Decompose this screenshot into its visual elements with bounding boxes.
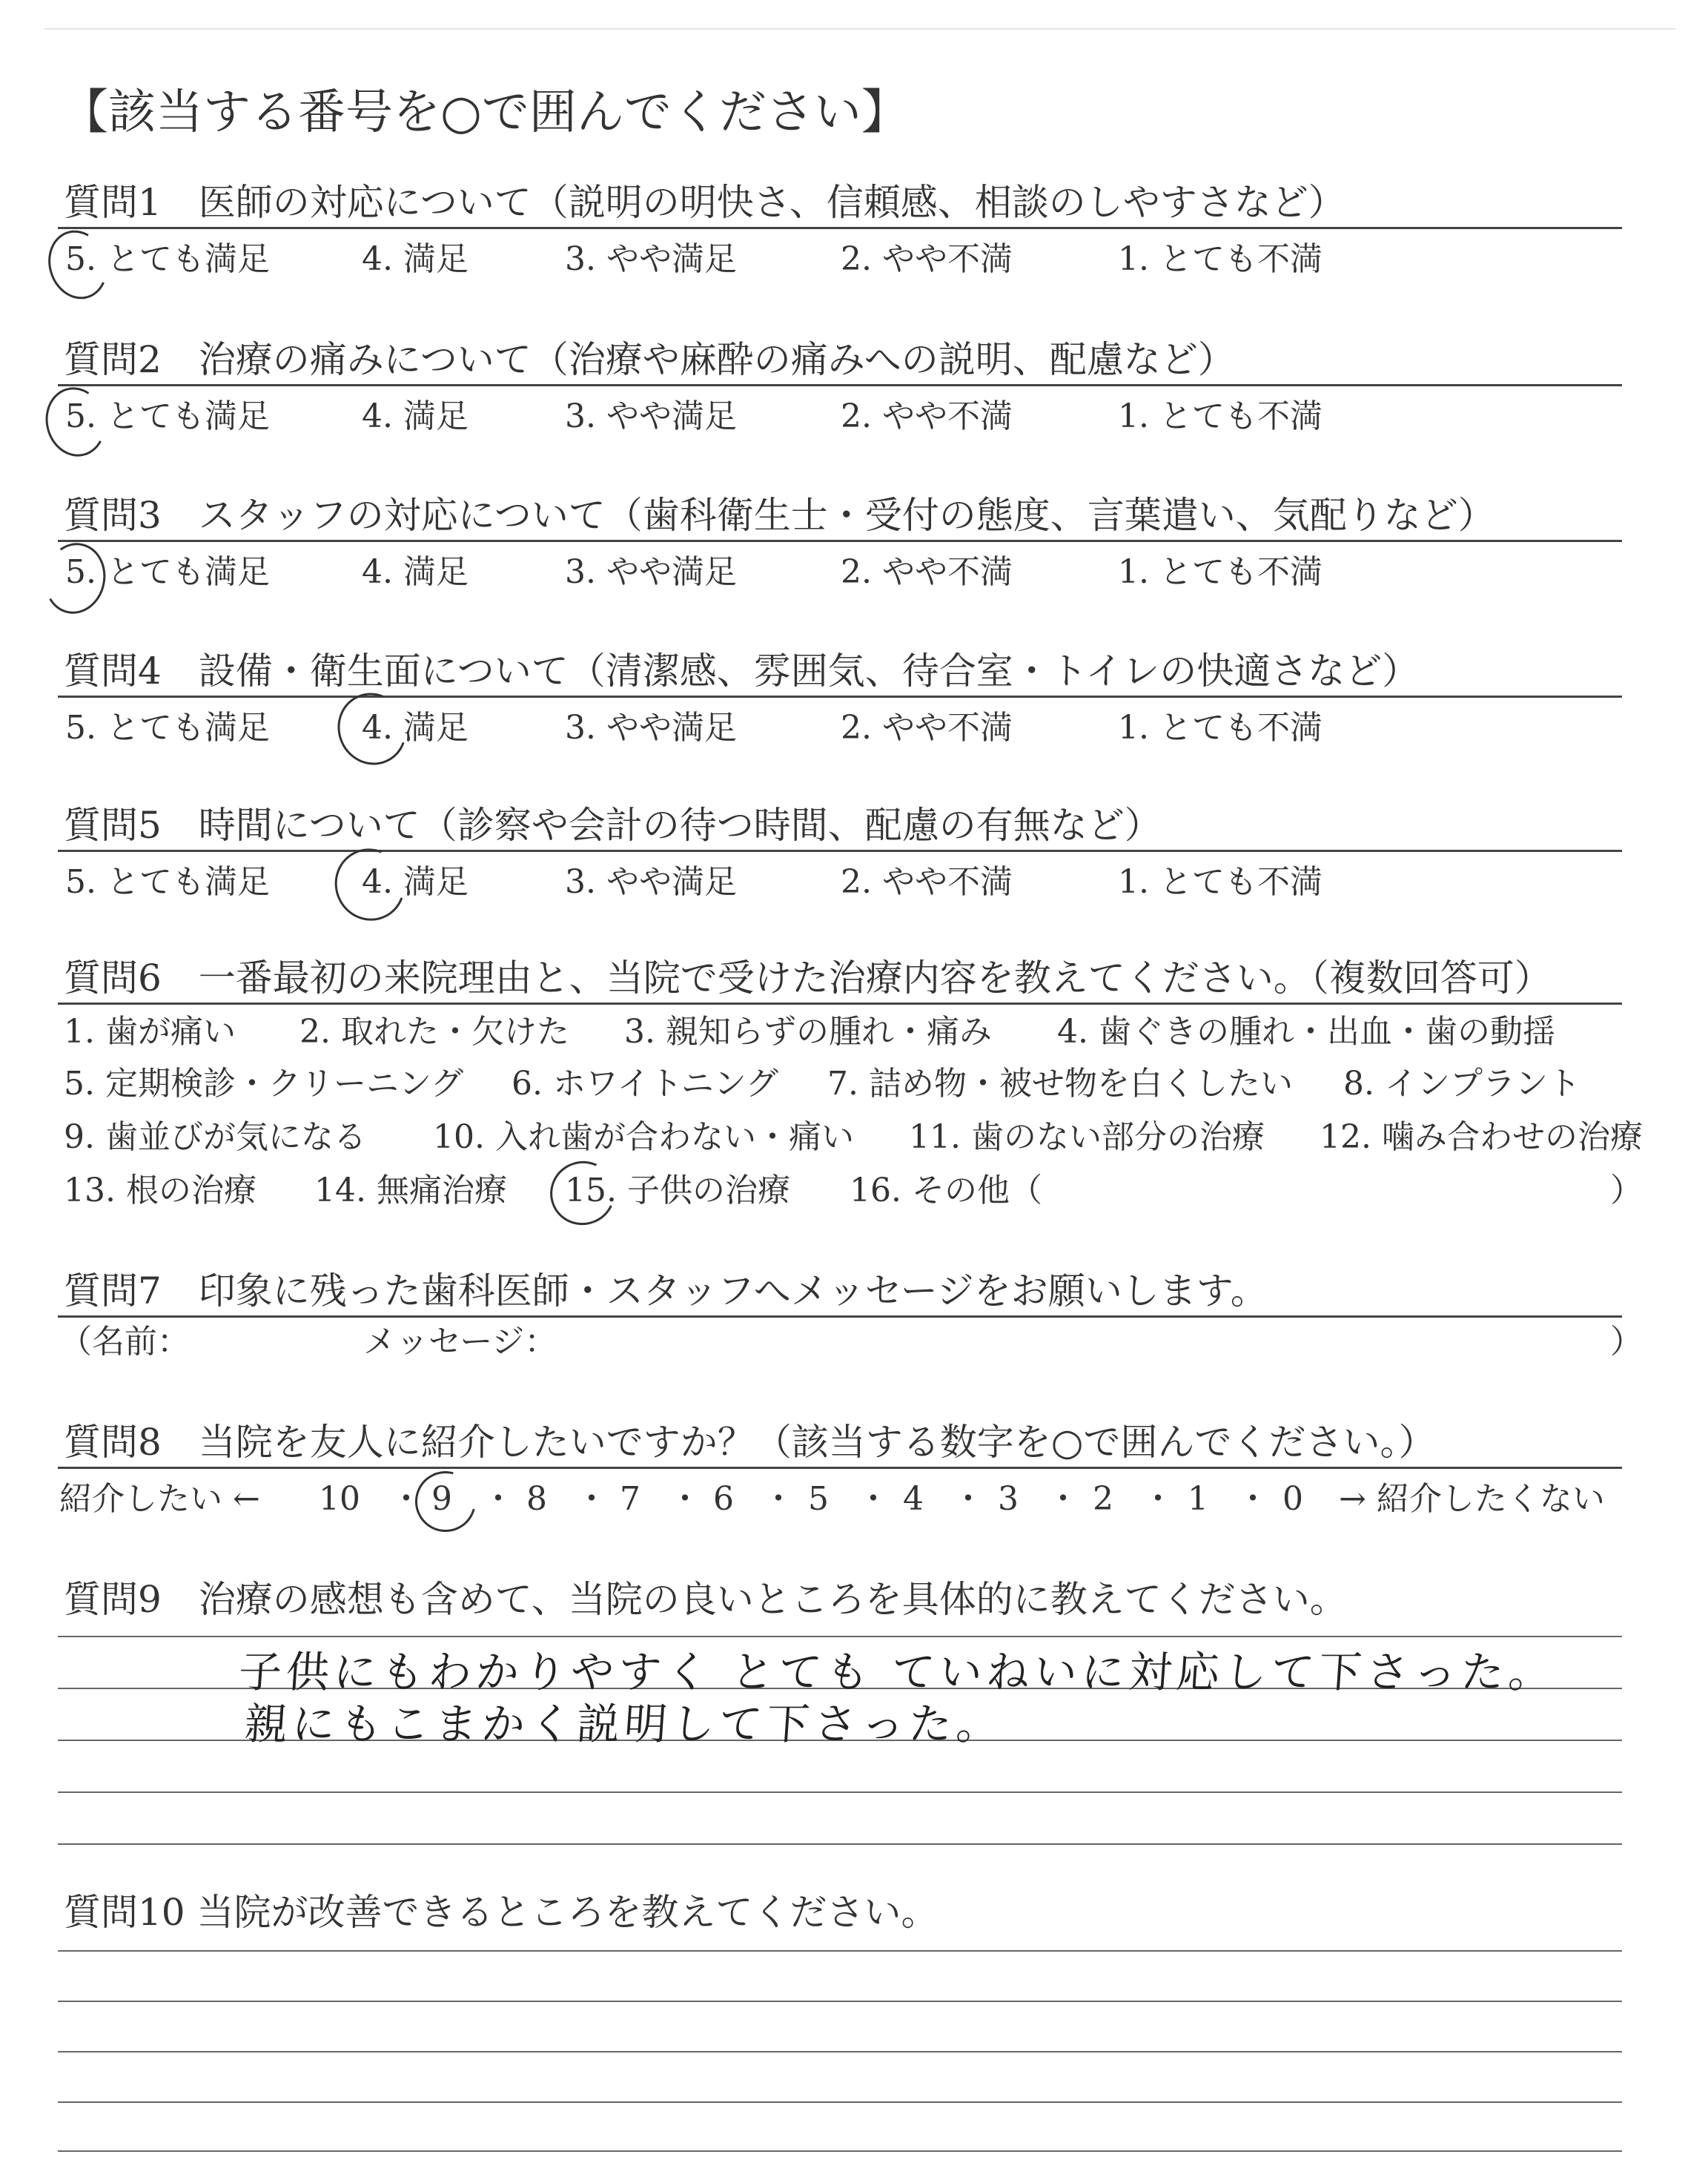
q6-option-15[interactable]: 15. 子供の治療 [565,1172,790,1209]
q7-message-label: メッセージ： [363,1323,557,1361]
q5-option-2[interactable]: 2. やや不満 [841,863,1013,901]
q4-option-1[interactable]: 1. とても不満 [1118,709,1323,747]
q3-option-5[interactable]: 5. とても満足 [65,553,270,591]
q4-option-4[interactable]: 4. 満足 [362,709,469,747]
question-6-label: 質問6 一番最初の来院理由と、当院で受けた治療内容を教えてください。（複数回答可） [64,957,1552,1000]
q4-option-3[interactable]: 3. やや満足 [565,709,737,747]
q8-scale-8[interactable]: 8 [526,1480,547,1518]
q8-separator: ・ [857,1480,890,1518]
q2-option-3[interactable]: 3. やや満足 [565,397,737,435]
q7-close-paren: ） [1610,1323,1643,1361]
q8-separator: ・ [482,1480,514,1518]
q1-option-3[interactable]: 3. やや満足 [565,240,737,278]
q5-option-4[interactable]: 4. 満足 [362,863,469,901]
question-2-rule [58,384,1622,386]
q8-scale-6[interactable]: 6 [713,1480,734,1518]
q8-separator: ・ [1047,1480,1079,1518]
q1-option-1[interactable]: 1. とても不満 [1118,240,1323,278]
q6-option-2[interactable]: 2. 取れた・欠けた [299,1013,569,1051]
question-10-label: 質問10 当院が改善できるところを教えてください。 [64,1891,939,1934]
q1-answer-circle [39,222,116,307]
question-8-label: 質問8 当院を友人に紹介したいですか？（該当する数字を○で囲んでください。） [64,1421,1436,1464]
q8-scale-3[interactable]: 3 [998,1480,1019,1518]
q9-handwritten-line-1: 子供にもわかりやすく とても ていねいに対応して下さった。 [236,1647,1558,1697]
q8-right-label: → 紹介したくない [1339,1480,1605,1518]
q8-separator: ・ [762,1480,795,1518]
question-8-rule [58,1467,1622,1469]
q5-option-3[interactable]: 3. やや満足 [565,863,737,901]
page-heading: 【該当する番号を○で囲んでください】 [61,85,909,140]
question-4-rule [58,696,1622,698]
q4-option-2[interactable]: 2. やや不満 [841,709,1013,747]
q2-option-5[interactable]: 5. とても満足 [65,397,270,435]
q9-answer-line [58,1843,1622,1845]
q9-handwritten-line-2: 親にもこまかく説明して下さった。 [242,1699,1006,1749]
question-4-label: 質問4 設備・衛生面について（清潔感、雰囲気、待合室・トイレの快適さなど） [64,650,1420,693]
question-2-label: 質問2 治療の痛みについて（治療や麻酔の痛みへの説明、配慮など） [64,338,1235,381]
q2-option-4[interactable]: 4. 満足 [362,397,469,435]
q8-scale-1[interactable]: 1 [1188,1480,1208,1518]
q8-separator: ・ [575,1480,608,1518]
q2-option-1[interactable]: 1. とても不満 [1118,397,1323,435]
q6-option-14[interactable]: 14. 無痛治療 [314,1172,507,1209]
q6-option-12[interactable]: 12. 噛み合わせの治療 [1320,1118,1643,1156]
q3-option-4[interactable]: 4. 満足 [362,553,469,591]
q8-scale-10[interactable]: 10 [319,1480,360,1518]
q8-separator: ・ [1142,1480,1174,1518]
q1-option-4[interactable]: 4. 満足 [362,240,469,278]
q6-answer-circle [541,1152,624,1235]
q8-left-label: 紹介したい ← [59,1480,260,1518]
q6-option-7[interactable]: 7. 詰め物・被せ物を白くしたい [827,1065,1293,1103]
q6-other-close: ） [1610,1172,1643,1209]
q6-option-10[interactable]: 10. 入れ歯が合わない・痛い [433,1118,854,1156]
q6-option-3[interactable]: 3. 親知らずの腫れ・痛み [624,1013,992,1051]
q6-option-11[interactable]: 11. 歯のない部分の治療 [909,1118,1265,1156]
q8-scale-5[interactable]: 5 [808,1480,829,1518]
q8-scale-4[interactable]: 4 [903,1480,924,1518]
question-3-label: 質問3 スタッフの対応について（歯科衛生士・受付の態度、言葉遣い、気配りなど） [64,494,1495,537]
q6-option-16[interactable]: 16. その他（ [850,1172,1042,1209]
question-6-rule [58,1003,1622,1005]
question-5-label: 質問5 時間について（診察や会計の待つ時間、配慮の有無など） [64,804,1162,847]
q8-separator: ・ [952,1480,984,1518]
q8-separator: ・ [1237,1480,1269,1518]
q2-answer-circle [39,381,113,463]
q10-answer-line [58,2051,1622,2052]
q3-option-2[interactable]: 2. やや不満 [841,553,1013,591]
q8-scale-2[interactable]: 2 [1093,1480,1113,1518]
question-3-rule [58,540,1622,542]
q3-option-3[interactable]: 3. やや満足 [565,553,737,591]
q2-option-2[interactable]: 2. やや不満 [841,397,1013,435]
q10-answer-line [58,2101,1622,2103]
q7-name-label: （名前： [59,1323,190,1361]
q10-answer-line [58,1950,1622,1952]
q5-option-5[interactable]: 5. とても満足 [65,863,270,901]
q8-answer-circle [404,1460,487,1543]
question-5-rule [58,850,1622,852]
question-1-label: 質問1 医師の対応について（説明の明快さ、信頼感、相談のしやすさなど） [64,181,1345,224]
q6-option-6[interactable]: 6. ホワイトニング [512,1065,779,1103]
q6-option-4[interactable]: 4. 歯ぐきの腫れ・出血・歯の動揺 [1057,1013,1555,1051]
q10-answer-line [58,2001,1622,2002]
q10-answer-line [58,2150,1622,2152]
scan-top-edge [44,28,1675,30]
q9-answer-line [58,1791,1622,1793]
q4-option-5[interactable]: 5. とても満足 [65,709,270,747]
q6-option-1[interactable]: 1. 歯が痛い [64,1013,236,1051]
q8-scale-9[interactable]: 9 [431,1480,452,1518]
q6-option-5[interactable]: 5. 定期検診・クリーニング [64,1065,464,1103]
q1-option-5[interactable]: 5. とても満足 [65,240,270,278]
question-7-label: 質問7 印象に残った歯科医師・スタッフへメッセージをお願いします。 [64,1269,1268,1312]
q9-answer-line [58,1636,1622,1637]
q8-scale-0[interactable]: 0 [1282,1480,1303,1518]
q8-scale-7[interactable]: 7 [620,1480,640,1518]
q6-option-9[interactable]: 9. 歯並びが気になる [64,1118,366,1156]
q3-answer-circle [38,538,112,620]
q6-option-13[interactable]: 13. 根の治療 [64,1172,256,1209]
q8-separator: ・ [669,1480,701,1518]
question-1-rule [58,227,1622,229]
q6-option-8[interactable]: 8. インプラント [1343,1065,1580,1103]
q5-option-1[interactable]: 1. とても不満 [1118,863,1323,901]
q3-option-1[interactable]: 1. とても不満 [1118,553,1323,591]
question-7-rule [58,1315,1622,1318]
question-9-label: 質問9 治療の感想も含めて、当院の良いところを具体的に教えてください。 [64,1578,1347,1621]
q8-separator: ・ [390,1480,423,1518]
q1-option-2[interactable]: 2. やや不満 [841,240,1013,278]
